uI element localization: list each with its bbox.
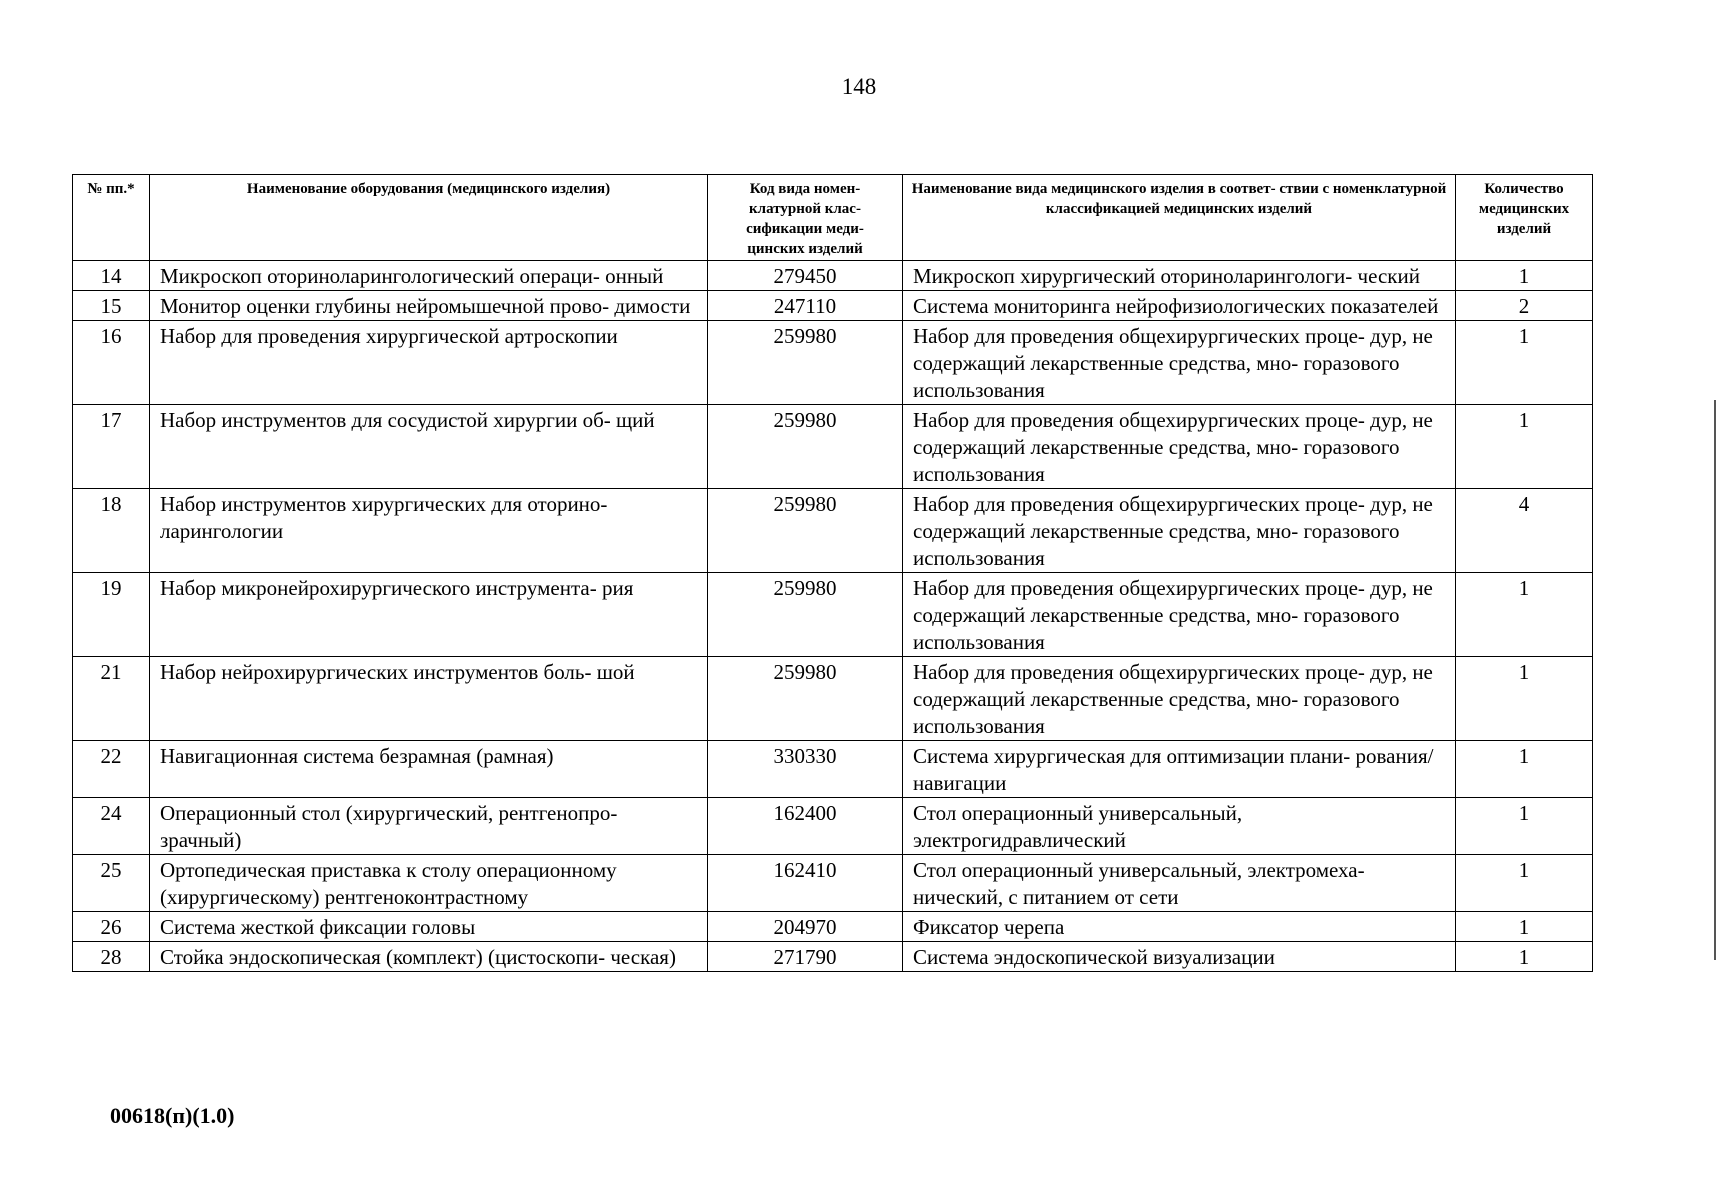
equipment-name: Система жесткой фиксации головы <box>150 912 708 942</box>
device-kind: Микроскоп хирургический оториноларингологи- ческий <box>903 261 1456 291</box>
row-number: 21 <box>73 657 150 741</box>
header-classification-code: Код вида номен- клатурной клас- сификации меди- цинских изделий <box>708 175 903 261</box>
device-kind: Фиксатор черепа <box>903 912 1456 942</box>
equipment-name: Микроскоп оториноларингологический операци- онный <box>150 261 708 291</box>
row-number: 28 <box>73 942 150 972</box>
equipment-name: Набор инструментов хирургических для оторино- ларингологии <box>150 489 708 573</box>
page-number: 148 <box>841 74 877 99</box>
quantity: 1 <box>1456 261 1593 291</box>
classification-code: 247110 <box>708 291 903 321</box>
table-row <box>73 291 1593 321</box>
quantity: 4 <box>1456 489 1593 573</box>
table-row <box>73 321 1593 405</box>
table-row <box>73 855 1593 912</box>
row-number: 24 <box>73 798 150 855</box>
device-kind: Набор для проведения общехирургических проце- дур, не содержащий лекарственные средства, мно- горазового использования <box>903 657 1456 741</box>
quantity: 1 <box>1456 321 1593 405</box>
device-kind: Набор для проведения общехирургических проце- дур, не содержащий лекарственные средства, мно- горазового использования <box>903 573 1456 657</box>
classification-code: 204970 <box>708 912 903 942</box>
classification-code: 162400 <box>708 798 903 855</box>
table-row <box>73 798 1593 855</box>
classification-code: 259980 <box>708 657 903 741</box>
row-number: 15 <box>73 291 150 321</box>
equipment-name: Набор для проведения хирургической артроскопии <box>150 321 708 405</box>
quantity: 1 <box>1456 573 1593 657</box>
classification-code: 259980 <box>708 321 903 405</box>
document-code: 00618(п)(1.0) <box>110 1103 235 1128</box>
quantity: 1 <box>1456 405 1593 489</box>
classification-code: 259980 <box>708 573 903 657</box>
table-row <box>73 573 1593 657</box>
row-number: 26 <box>73 912 150 942</box>
row-number: 14 <box>73 261 150 291</box>
row-number: 17 <box>73 405 150 489</box>
quantity: 1 <box>1456 657 1593 741</box>
quantity: 1 <box>1456 942 1593 972</box>
table-row <box>73 489 1593 573</box>
classification-code: 271790 <box>708 942 903 972</box>
table-row <box>73 942 1593 972</box>
quantity: 1 <box>1456 741 1593 798</box>
equipment-name: Набор микронейрохирургического инструмента- рия <box>150 573 708 657</box>
equipment-name: Монитор оценки глубины нейромышечной прово- димости <box>150 291 708 321</box>
table-row <box>73 405 1593 489</box>
quantity: 1 <box>1456 912 1593 942</box>
equipment-name: Набор инструментов для сосудистой хирургии об- щий <box>150 405 708 489</box>
device-kind: Набор для проведения общехирургических проце- дур, не содержащий лекарственные средства, мно- горазового использования <box>903 321 1456 405</box>
equipment-table <box>72 174 1593 972</box>
table-row <box>73 741 1593 798</box>
table-row <box>73 261 1593 291</box>
row-number: 22 <box>73 741 150 798</box>
quantity: 2 <box>1456 291 1593 321</box>
equipment-name: Операционный стол (хирургический, рентгенопро- зрачный) <box>150 798 708 855</box>
row-number: 16 <box>73 321 150 405</box>
device-kind: Стол операционный универсальный, электромеха- нический, с питанием от сети <box>903 855 1456 912</box>
header-number: № пп.* <box>73 175 150 261</box>
row-number: 18 <box>73 489 150 573</box>
classification-code: 279450 <box>708 261 903 291</box>
device-kind: Набор для проведения общехирургических проце- дур, не содержащий лекарственные средства, мно- горазового использования <box>903 405 1456 489</box>
page-edge-line <box>1714 400 1716 960</box>
row-number: 19 <box>73 573 150 657</box>
classification-code: 330330 <box>708 741 903 798</box>
classification-code: 259980 <box>708 405 903 489</box>
quantity: 1 <box>1456 855 1593 912</box>
device-kind: Набор для проведения общехирургических проце- дур, не содержащий лекарственные средства, мно- горазового использования <box>903 489 1456 573</box>
equipment-name: Навигационная система безрамная (рамная) <box>150 741 708 798</box>
header-quantity: Количество медицинских изделий <box>1456 175 1593 261</box>
header-device-kind: Наименование вида медицинского изделия в соответ- ствии с номенклатурной классификацией медицинских изделий <box>903 175 1456 261</box>
row-number: 25 <box>73 855 150 912</box>
quantity: 1 <box>1456 798 1593 855</box>
table-row <box>73 657 1593 741</box>
equipment-name: Стойка эндоскопическая (комплект) (цистоскопи- ческая) <box>150 942 708 972</box>
equipment-name: Набор нейрохирургических инструментов боль- шой <box>150 657 708 741</box>
classification-code: 162410 <box>708 855 903 912</box>
classification-code: 259980 <box>708 489 903 573</box>
table-header-row <box>73 175 1593 261</box>
device-kind: Система мониторинга нейрофизиологических показателей <box>903 291 1456 321</box>
device-kind: Система эндоскопической визуализации <box>903 942 1456 972</box>
device-kind: Стол операционный универсальный, электрогидравлический <box>903 798 1456 855</box>
header-equipment-name: Наименование оборудования (медицинского изделия) <box>150 175 708 261</box>
device-kind: Система хирургическая для оптимизации плани- рования/навигации <box>903 741 1456 798</box>
table-row <box>73 912 1593 942</box>
equipment-name: Ортопедическая приставка к столу операционному (хирургическому) рентгеноконтрастному <box>150 855 708 912</box>
table-body <box>73 261 1593 972</box>
